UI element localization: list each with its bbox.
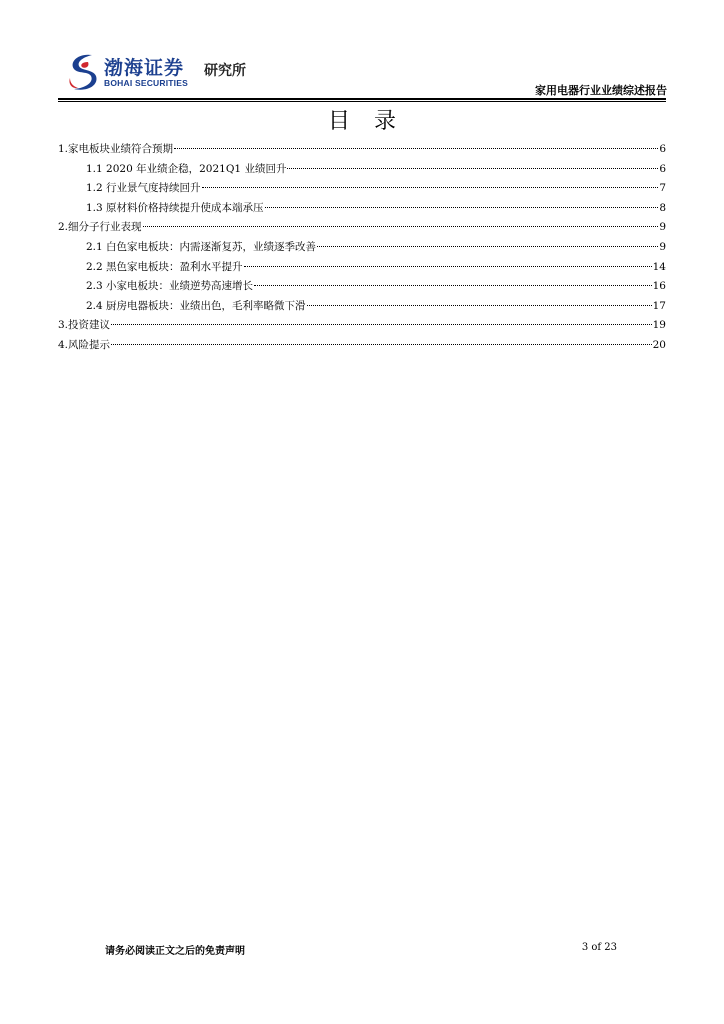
institute-name: 研究所 [204,63,246,79]
page-number: 3 of 23 [581,942,617,953]
toc-dot-leader [287,168,658,169]
toc-entry[interactable] [58,218,666,238]
toc-entry[interactable] [58,297,666,317]
toc-entry[interactable] [58,179,666,199]
toc-entry-title: 2.3 小家电板块：业绩逆势高速增长 [86,280,254,293]
toc-entry[interactable] [58,316,666,336]
toc-dot-leader [143,226,659,227]
toc-entry-title: 2.细分子行业表现 [58,221,142,234]
logo-english-name: BOHAI SECURITIES [104,78,188,88]
toc-entry[interactable] [58,336,666,356]
toc-dot-leader [174,148,658,149]
bohai-logo-icon [66,52,100,92]
toc-heading: 目录 [327,109,420,134]
toc-dot-leader [244,266,652,267]
toc-entry-page: 8 [659,201,666,214]
toc-entry-title: 1.1 2020 年业绩企稳，2021Q1 业绩回升 [86,162,287,175]
toc-entry[interactable] [58,140,666,160]
toc-entry-page: 6 [659,162,666,175]
toc-entry-page: 9 [659,221,666,234]
toc-entry[interactable] [58,238,666,258]
toc-dot-leader [317,246,658,247]
toc-dot-leader [254,285,652,286]
toc-entry-page: 16 [652,280,666,293]
toc-entry-page: 20 [652,338,666,351]
toc-entry-title: 1.家电板块业绩符合预期 [58,143,174,155]
company-logo [66,52,256,94]
toc-entry-title: 1.2 行业景气度持续回升 [86,182,201,195]
toc-dot-leader [265,207,659,208]
logo-chinese-name: 渤海证券 [104,57,185,79]
toc-dot-leader [111,344,652,345]
toc-entry-page: 7 [659,182,666,195]
toc-entry-title: 2.1 白色家电板块：内需逐渐复苏，业绩逐季改善 [86,240,317,253]
table-of-contents [58,140,666,356]
toc-entry-page: 14 [652,260,666,273]
toc-entry-page: 19 [652,319,666,332]
toc-dot-leader [202,187,659,188]
toc-entry[interactable] [58,258,666,278]
toc-dot-leader [307,305,652,306]
toc-entry[interactable] [58,160,666,180]
toc-dot-leader [111,324,652,325]
toc-entry-page: 9 [659,240,666,253]
toc-entry-title: 1.3 原材料价格持续提升使成本端承压 [86,201,264,214]
toc-entry-page: 6 [659,143,666,155]
toc-entry-title: 3.投资建议 [58,319,111,332]
header-rule-thin [58,101,666,102]
toc-entry-page: 17 [652,299,666,312]
footer-disclaimer: 请务必阅读正文之后的免责声明 [105,946,245,957]
toc-entry-title: 2.4 厨房电器板块：业绩出色，毛利率略微下滑 [86,299,306,312]
report-title: 家用电器行业业绩综述报告 [535,84,667,97]
header-rule-thick [58,98,666,100]
toc-entry[interactable] [58,277,666,297]
toc-entry[interactable] [58,199,666,219]
toc-entry-title: 2.2 黑色家电板块：盈利水平提升 [86,260,243,273]
toc-entry-title: 4.风险提示 [58,338,111,351]
